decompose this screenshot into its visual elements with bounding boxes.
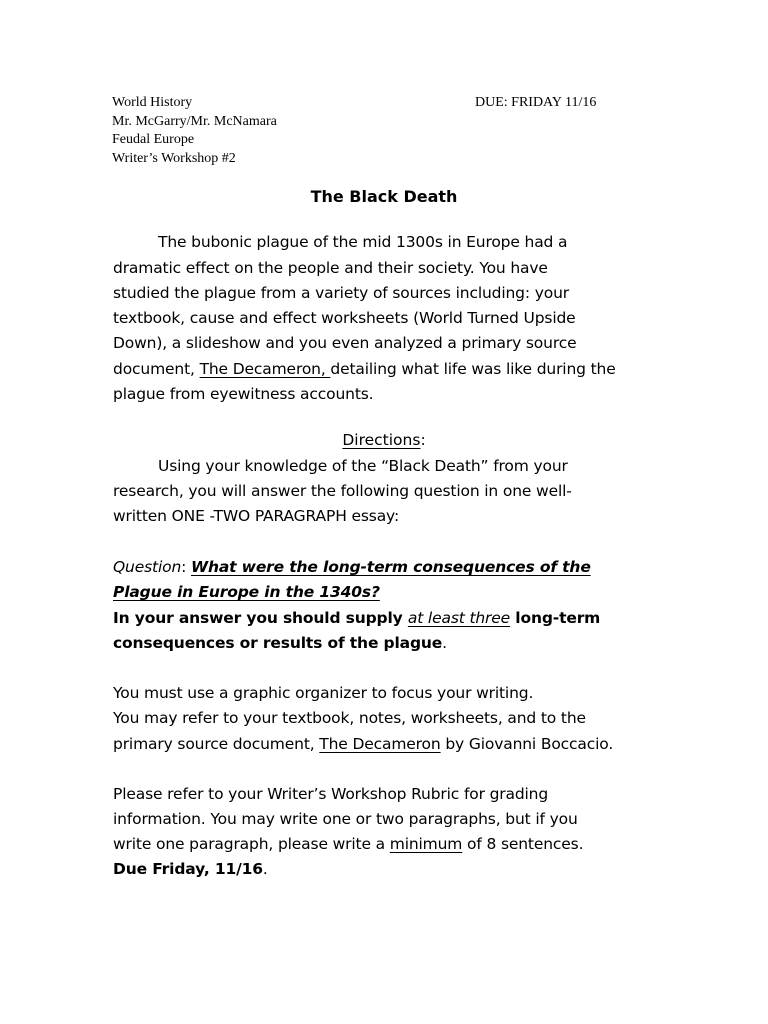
question-label: Question [113,558,182,576]
requirement-line-2: consequences or results of the plague. [113,634,447,652]
intro-line-6: document, The Decameron, detailing what life was like during the [113,360,616,378]
assignment-name: Writer’s Workshop #2 [112,150,236,166]
resources-line-2: You may refer to your textbook, notes, worksheets, and to the [113,709,586,727]
question-line-2: Plague in Europe in the 1340s? [113,583,380,601]
decameron-title: The Decameron, [199,360,331,378]
intro-line-3: studied the plague from a variety of sources including: your [113,284,569,302]
minimum-emphasis: minimum [389,835,463,853]
due-friday-line: Due Friday, 11/16. [113,860,268,878]
at-least-three: at least three [407,609,511,627]
grading-line-3: write one paragraph, please write a minimum of 8 sentences. [113,835,584,853]
resources-line-3: primary source document, The Decameron by Giovanni Boccacio. [113,735,614,753]
intro-line-7: plague from eyewitness accounts. [113,385,374,403]
resources-line-1: You must use a graphic organizer to focus your writing. [113,684,534,702]
intro-line-1: The bubonic plague of the mid 1300s in Europe had a [158,233,568,251]
unit-name: Feudal Europe [112,132,195,147]
directions-line-2: research, you will answer the following question in one well- [113,482,572,500]
question-line-1: Question: What were the long-term consequences of the [113,558,591,576]
decameron-title-2: The Decameron [319,735,441,753]
requirement-line-1: In your answer you should supply at least three long-term [113,609,601,627]
teacher-names: Mr. McGarry/Mr. McNamara [112,113,277,129]
directions-line-3: written ONE -TWO PARAGRAPH essay: [113,507,400,525]
grading-line-1: Please refer to your Writer’s Workshop Rubric for grading [113,785,549,803]
directions-heading: Directions: [342,431,426,449]
question-text: What were the long-term consequences of the [191,558,591,576]
header-info [112,94,277,168]
intro-line-5: Down), a slideshow and you even analyzed a primary source [113,334,577,352]
directions-line-1: Using your knowledge of the “Black Death” from your [158,457,568,475]
intro-line-2: dramatic effect on the people and their society. You have [113,259,548,277]
course-name: World History [112,95,193,110]
grading-line-2: information. You may write one or two paragraphs, but if you [113,810,578,828]
intro-line-4: textbook, cause and effect worksheets (World Turned Upside [113,309,576,327]
document-title: The Black Death [310,187,458,206]
due-date-header: DUE: FRIDAY 11/16 [475,95,597,110]
